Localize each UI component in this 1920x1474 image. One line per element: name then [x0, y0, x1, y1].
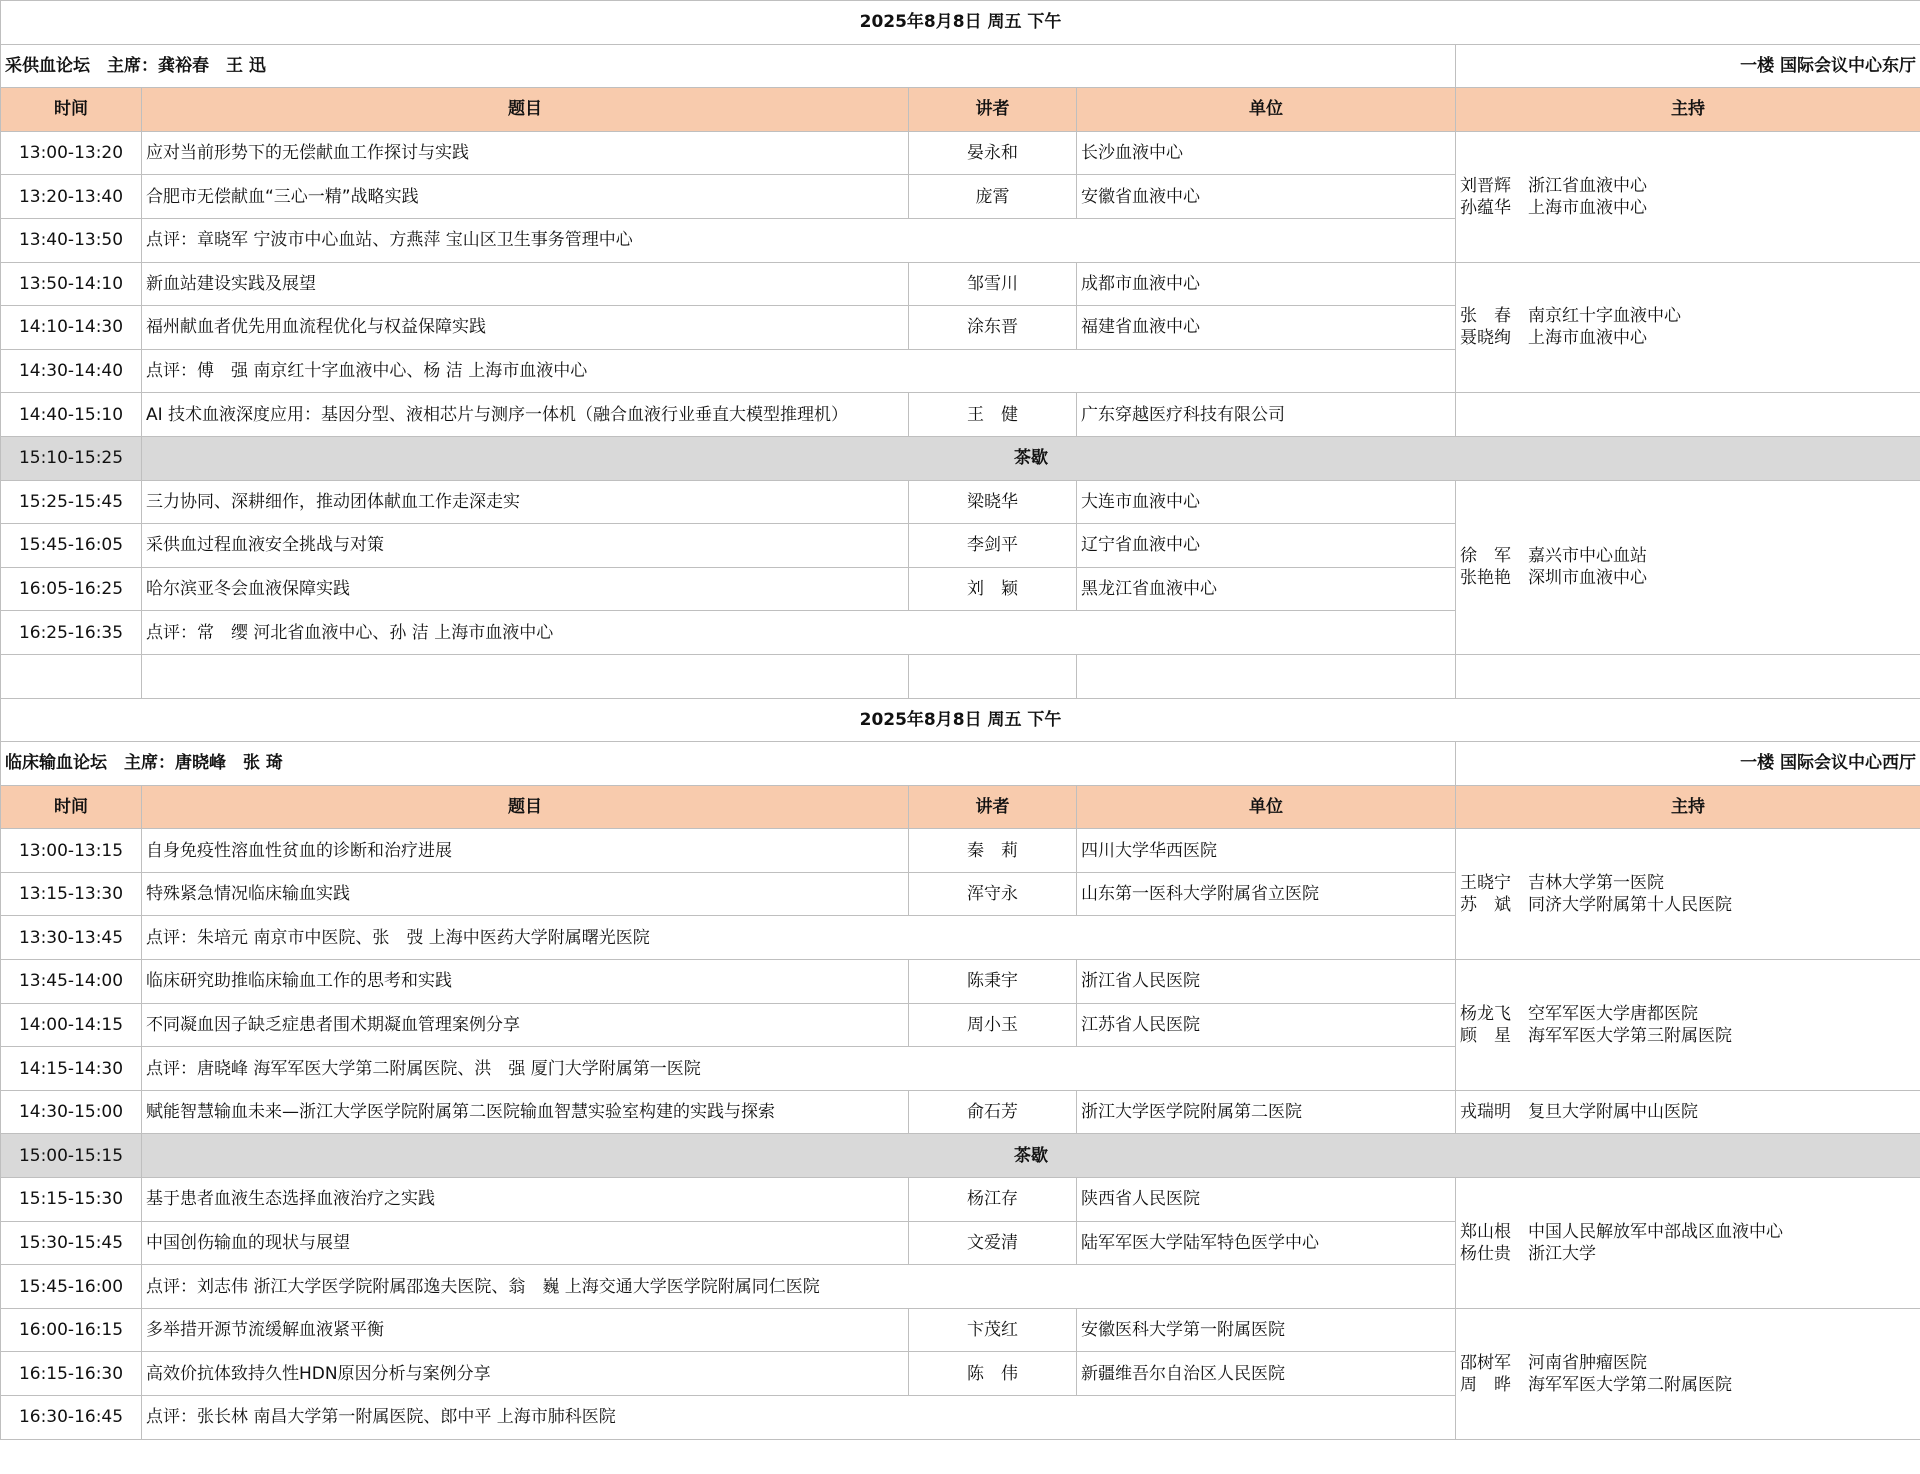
- blank-cell: [1, 654, 142, 698]
- host-name: 徐 军 嘉兴市中心血站: [1460, 546, 1647, 567]
- row-title: AI 技术血液深度应用：基因分型、液相芯片与测序一体机（融合血液行业垂直大模型推理机）: [142, 393, 909, 437]
- row-time: 15:45-16:00: [1, 1265, 142, 1309]
- blank-row: [1, 654, 1920, 698]
- row-org: 黑龙江省血液中心: [1077, 567, 1456, 611]
- row-title: 自身免疫性溶血性贫血的诊断和治疗进展: [142, 829, 909, 873]
- row-time: 13:15-13:30: [1, 872, 142, 916]
- table-row: [1, 1090, 1920, 1134]
- header-time: 时间: [1, 88, 142, 132]
- row-speaker: 卞茂红: [909, 1308, 1077, 1352]
- host-name: 张艳艳 深圳市血液中心: [1460, 568, 1647, 589]
- host-name: 戎瑞明 复旦大学附属中山医院: [1460, 1102, 1698, 1123]
- row-title: 多举措开源节流缓解血液紧平衡: [142, 1308, 909, 1352]
- row-time: 14:10-14:30: [1, 306, 142, 350]
- row-title: 临床研究助推临床输血工作的思考和实践: [142, 960, 909, 1004]
- host-cell: [1456, 1308, 1920, 1439]
- row-speaker: 浑守永: [909, 872, 1077, 916]
- row-time: 14:30-15:00: [1, 1090, 142, 1134]
- blank-cell: [1077, 654, 1456, 698]
- row-time: 13:00-13:15: [1, 829, 142, 873]
- row-speaker: 刘 颖: [909, 567, 1077, 611]
- table-row: [1, 960, 1920, 1004]
- header-org: 单位: [1077, 785, 1456, 829]
- host-cell: [1456, 1178, 1920, 1309]
- row-title: 高效价抗体致持久性HDN原因分析与案例分享: [142, 1352, 909, 1396]
- row-org: 长沙血液中心: [1077, 131, 1456, 175]
- host-cell: [1456, 960, 1920, 1091]
- row-speaker: 庞霄: [909, 175, 1077, 219]
- row-org: 福建省血液中心: [1077, 306, 1456, 350]
- header-title: 题目: [142, 785, 909, 829]
- header-speaker: 讲者: [909, 88, 1077, 132]
- blank-cell: [1456, 654, 1920, 698]
- row-time: 15:15-15:30: [1, 1178, 142, 1222]
- row-time: 13:00-13:20: [1, 131, 142, 175]
- header-org: 单位: [1077, 88, 1456, 132]
- row-time: 16:30-16:45: [1, 1396, 142, 1440]
- forum-title: 采供血论坛 主席：龚裕春 王 迅: [1, 44, 1456, 88]
- break-row: [1, 1134, 1920, 1178]
- row-time: 16:15-16:30: [1, 1352, 142, 1396]
- row-title: 合肥市无偿献血“三心一精”战略实践: [142, 175, 909, 219]
- row-speaker: 晏永和: [909, 131, 1077, 175]
- host-name: 邵树军 河南省肿瘤医院: [1460, 1352, 1647, 1373]
- blank-cell: [142, 654, 909, 698]
- host-name: 杨仕贵 浙江大学: [1460, 1243, 1596, 1264]
- header-speaker: 讲者: [909, 785, 1077, 829]
- row-title: 福州献血者优先用血流程优化与权益保障实践: [142, 306, 909, 350]
- row-time: 14:15-14:30: [1, 1047, 142, 1091]
- host-name: 郑山根 中国人民解放军中部战区血液中心: [1460, 1221, 1783, 1242]
- row-title: 不同凝血因子缺乏症患者围术期凝血管理案例分享: [142, 1003, 909, 1047]
- row-time: 16:00-16:15: [1, 1308, 142, 1352]
- table-row: [1, 262, 1920, 306]
- table-header-row: [1, 785, 1920, 829]
- break-row: [1, 436, 1920, 480]
- row-time: 13:45-14:00: [1, 960, 142, 1004]
- row-speaker: 李剑平: [909, 524, 1077, 568]
- row-time: 15:45-16:05: [1, 524, 142, 568]
- host-name: 刘晋辉 浙江省血液中心: [1460, 175, 1647, 196]
- row-speaker: 陈秉宇: [909, 960, 1077, 1004]
- host-cell: [1456, 1090, 1920, 1134]
- host-cell: [1456, 480, 1920, 654]
- row-time: 15:00-15:15: [1, 1134, 142, 1178]
- row-speaker: 杨江存: [909, 1178, 1077, 1222]
- break-label: 茶歇: [142, 1134, 1920, 1178]
- section-date: 2025年8月8日 周五 下午: [1, 1, 1920, 45]
- host-name: 聂晓绚 上海市血液中心: [1460, 328, 1647, 349]
- row-title: 新血站建设实践及展望: [142, 262, 909, 306]
- row-speaker: 俞石芳: [909, 1090, 1077, 1134]
- row-speaker: 涂东晋: [909, 306, 1077, 350]
- host-name: 杨龙飞 空军军医大学唐都医院: [1460, 1003, 1698, 1024]
- row-speaker: 陈 伟: [909, 1352, 1077, 1396]
- row-title: 哈尔滨亚冬会血液保障实践: [142, 567, 909, 611]
- row-org: 新疆维吾尔自治区人民医院: [1077, 1352, 1456, 1396]
- break-label: 茶歇: [142, 436, 1920, 480]
- host-name: 王晓宁 吉林大学第一医院: [1460, 873, 1664, 894]
- row-org: 山东第一医科大学附属省立医院: [1077, 872, 1456, 916]
- row-org: 安徽省血液中心: [1077, 175, 1456, 219]
- host-cell: [1456, 829, 1920, 960]
- host-name: 张 春 南京红十字血液中心: [1460, 306, 1681, 327]
- host-cell-empty: [1456, 393, 1920, 437]
- row-time: 13:20-13:40: [1, 175, 142, 219]
- row-time: 15:30-15:45: [1, 1221, 142, 1265]
- row-org: 陕西省人民医院: [1077, 1178, 1456, 1222]
- row-org: 广东穿越医疗科技有限公司: [1077, 393, 1456, 437]
- header-time: 时间: [1, 785, 142, 829]
- host-cell: [1456, 131, 1920, 262]
- row-comment: 点评：章晓军 宁波市中心血站、方燕萍 宝山区卫生事务管理中心: [142, 218, 1456, 262]
- row-comment: 点评：唐晓峰 海军军医大学第二附属医院、洪 强 厦门大学附属第一医院: [142, 1047, 1456, 1091]
- row-comment: 点评：朱培元 南京市中医院、张 弢 上海中医药大学附属曙光医院: [142, 916, 1456, 960]
- row-time: 14:30-14:40: [1, 349, 142, 393]
- row-speaker: 秦 莉: [909, 829, 1077, 873]
- row-speaker: 王 健: [909, 393, 1077, 437]
- row-time: 15:25-15:45: [1, 480, 142, 524]
- table-row: [1, 1308, 1920, 1352]
- row-time: 15:10-15:25: [1, 436, 142, 480]
- header-host: 主持: [1456, 88, 1920, 132]
- row-time: 13:40-13:50: [1, 218, 142, 262]
- row-title: 基于患者血液生态选择血液治疗之实践: [142, 1178, 909, 1222]
- table-row: [1, 829, 1920, 873]
- blank-cell: [909, 654, 1077, 698]
- row-comment: 点评：常 缨 河北省血液中心、孙 洁 上海市血液中心: [142, 611, 1456, 655]
- row-title: 应对当前形势下的无偿献血工作探讨与实践: [142, 131, 909, 175]
- row-org: 四川大学华西医院: [1077, 829, 1456, 873]
- row-comment: 点评：刘志伟 浙江大学医学院附属邵逸夫医院、翁 巍 上海交通大学医学院附属同仁医院: [142, 1265, 1456, 1309]
- row-title: 三力协同、深耕细作，推动团体献血工作走深走实: [142, 480, 909, 524]
- row-org: 浙江大学医学院附属第二医院: [1077, 1090, 1456, 1134]
- row-org: 成都市血液中心: [1077, 262, 1456, 306]
- row-comment: 点评：张长林 南昌大学第一附属医院、郎中平 上海市肺科医院: [142, 1396, 1456, 1440]
- row-time: 16:05-16:25: [1, 567, 142, 611]
- forum-title: 临床输血论坛 主席：唐晓峰 张 琦: [1, 742, 1456, 786]
- header-title: 题目: [142, 88, 909, 132]
- row-time: 16:25-16:35: [1, 611, 142, 655]
- row-time: 14:00-14:15: [1, 1003, 142, 1047]
- row-title: 采供血过程血液安全挑战与对策: [142, 524, 909, 568]
- host-name: 苏 斌 同济大学附属第十人民医院: [1460, 895, 1732, 916]
- row-speaker: 文爱清: [909, 1221, 1077, 1265]
- host-name: 顾 星 海军军医大学第三附属医院: [1460, 1025, 1732, 1046]
- row-time: 13:30-13:45: [1, 916, 142, 960]
- row-org: 陆军军医大学陆军特色医学中心: [1077, 1221, 1456, 1265]
- row-org: 江苏省人民医院: [1077, 1003, 1456, 1047]
- row-title: 赋能智慧输血未来—浙江大学医学院附属第二医院输血智慧实验室构建的实践与探索: [142, 1090, 909, 1134]
- section-date: 2025年8月8日 周五 下午: [1, 698, 1920, 742]
- venue-room: 一楼 国际会议中心东厅: [1456, 44, 1920, 88]
- table-header-row: [1, 88, 1920, 132]
- venue-room: 一楼 国际会议中心西厅: [1456, 742, 1920, 786]
- row-time: 14:40-15:10: [1, 393, 142, 437]
- table-row: [1, 480, 1920, 524]
- table-row: [1, 393, 1920, 437]
- host-cell: [1456, 262, 1920, 393]
- row-speaker: 邹雪川: [909, 262, 1077, 306]
- row-speaker: 周小玉: [909, 1003, 1077, 1047]
- row-org: 安徽医科大学第一附属医院: [1077, 1308, 1456, 1352]
- row-org: 大连市血液中心: [1077, 480, 1456, 524]
- table-row: [1, 1178, 1920, 1222]
- row-comment: 点评：傅 强 南京红十字血液中心、杨 洁 上海市血液中心: [142, 349, 1456, 393]
- row-org: 辽宁省血液中心: [1077, 524, 1456, 568]
- header-host: 主持: [1456, 785, 1920, 829]
- row-speaker: 梁晓华: [909, 480, 1077, 524]
- host-name: 孙蕴华 上海市血液中心: [1460, 197, 1647, 218]
- row-title: 特殊紧急情况临床输血实践: [142, 872, 909, 916]
- row-org: 浙江省人民医院: [1077, 960, 1456, 1004]
- host-name: 周 晔 海军军医大学第二附属医院: [1460, 1374, 1732, 1395]
- row-title: 中国创伤输血的现状与展望: [142, 1221, 909, 1265]
- table-row: [1, 131, 1920, 175]
- row-time: 13:50-14:10: [1, 262, 142, 306]
